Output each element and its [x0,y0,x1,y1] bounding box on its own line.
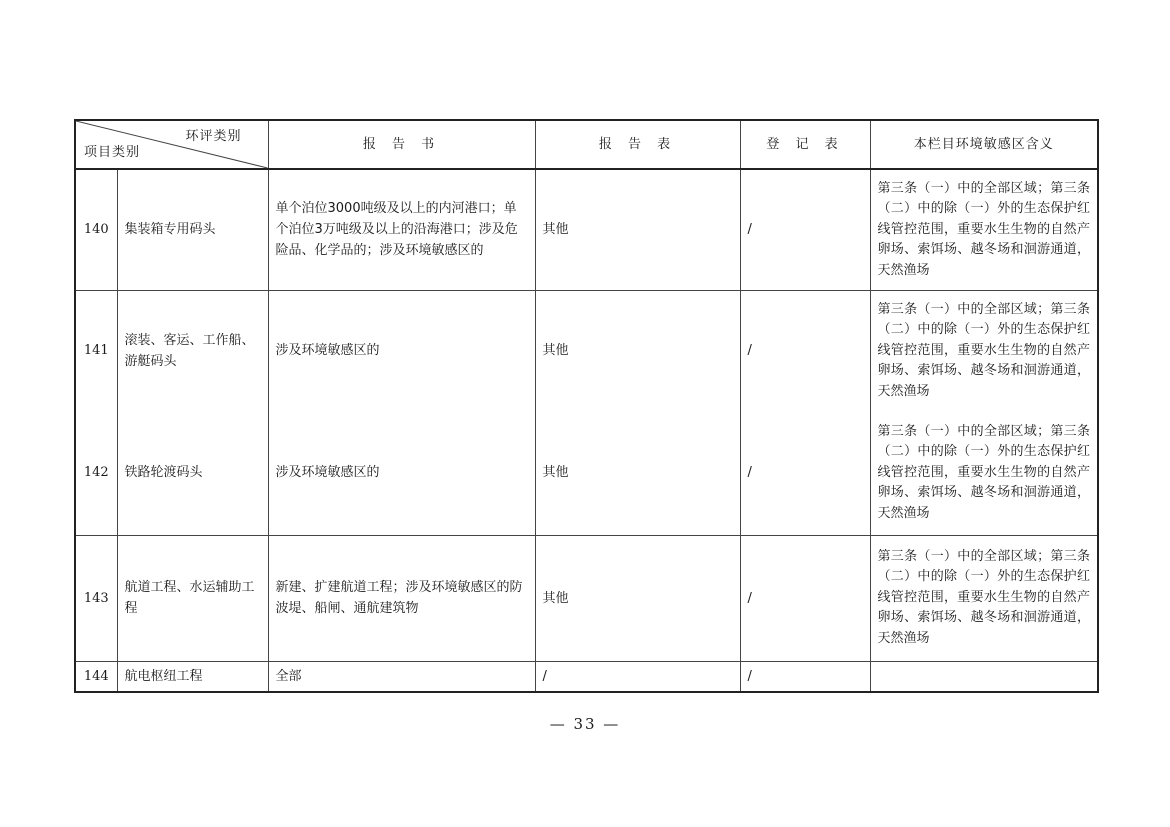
table-header-row [75,120,1098,169]
report-form-condition: 其他 [535,411,740,535]
sensitive-area-meaning: 第三条（一）中的全部区域；第三条（二）中的除（一）外的生态保护红线管控范围，重要水生生物的自然产卵场、索饵场、越冬场和洄游通道，天然渔场 [870,169,1098,290]
classification-table [74,119,1099,693]
sensitive-area-meaning [870,661,1098,692]
registration-condition: / [740,169,870,290]
registration-condition: / [740,290,870,411]
project-category: 集装箱专用码头 [117,169,268,290]
registration-condition: / [740,411,870,535]
report-book-condition: 单个泊位3000吨级及以上的内河港口；单个泊位3万吨级及以上的沿海港口；涉及危险品、化学品的；涉及环境敏感区的 [268,169,535,290]
table-row [75,411,1098,535]
table-row [75,661,1098,692]
report-form-condition: / [535,661,740,692]
report-book-condition: 涉及环境敏感区的 [268,290,535,411]
table-row [75,535,1098,661]
sensitive-area-meaning: 第三条（一）中的全部区域；第三条（二）中的除（一）外的生态保护红线管控范围，重要水生生物的自然产卵场、索饵场、越冬场和洄游通道，天然渔场 [870,290,1098,411]
table-row [75,169,1098,290]
report-book-condition: 涉及环境敏感区的 [268,411,535,535]
row-number: 144 [75,661,117,692]
report-book-condition: 新建、扩建航道工程；涉及环境敏感区的防波堤、船闸、通航建筑物 [268,535,535,661]
row-number: 142 [75,411,117,535]
report-book-condition: 全部 [268,661,535,692]
header-registration-form: 登 记 表 [740,120,870,169]
row-number: 140 [75,169,117,290]
header-sensitive-area: 本栏目环境敏感区含义 [870,120,1098,169]
row-number: 141 [75,290,117,411]
report-form-condition: 其他 [535,535,740,661]
header-eia-category: 环评类别 [185,129,242,144]
report-form-condition: 其他 [535,290,740,411]
sensitive-area-meaning: 第三条（一）中的全部区域；第三条（二）中的除（一）外的生态保护红线管控范围，重要水生生物的自然产卵场、索饵场、越冬场和洄游通道，天然渔场 [870,411,1098,535]
registration-condition: / [740,535,870,661]
sensitive-area-meaning: 第三条（一）中的全部区域；第三条（二）中的除（一）外的生态保护红线管控范围，重要水生生物的自然产卵场、索饵场、越冬场和洄游通道，天然渔场 [870,535,1098,661]
project-category: 铁路轮渡码头 [117,411,268,535]
project-category: 航道工程、水运辅助工程 [117,535,268,661]
header-project-category: 项目类别 [84,145,141,160]
header-report-form: 报 告 表 [535,120,740,169]
project-category: 航电枢纽工程 [117,661,268,692]
project-category: 滚装、客运、工作船、游艇码头 [117,290,268,411]
header-report-book: 报 告 书 [268,120,535,169]
row-number: 143 [75,535,117,661]
diagonal-header-cell [75,120,268,169]
registration-condition: / [740,661,870,692]
report-form-condition: 其他 [535,169,740,290]
table-row [75,290,1098,411]
page-number: — 33 — [549,715,621,733]
